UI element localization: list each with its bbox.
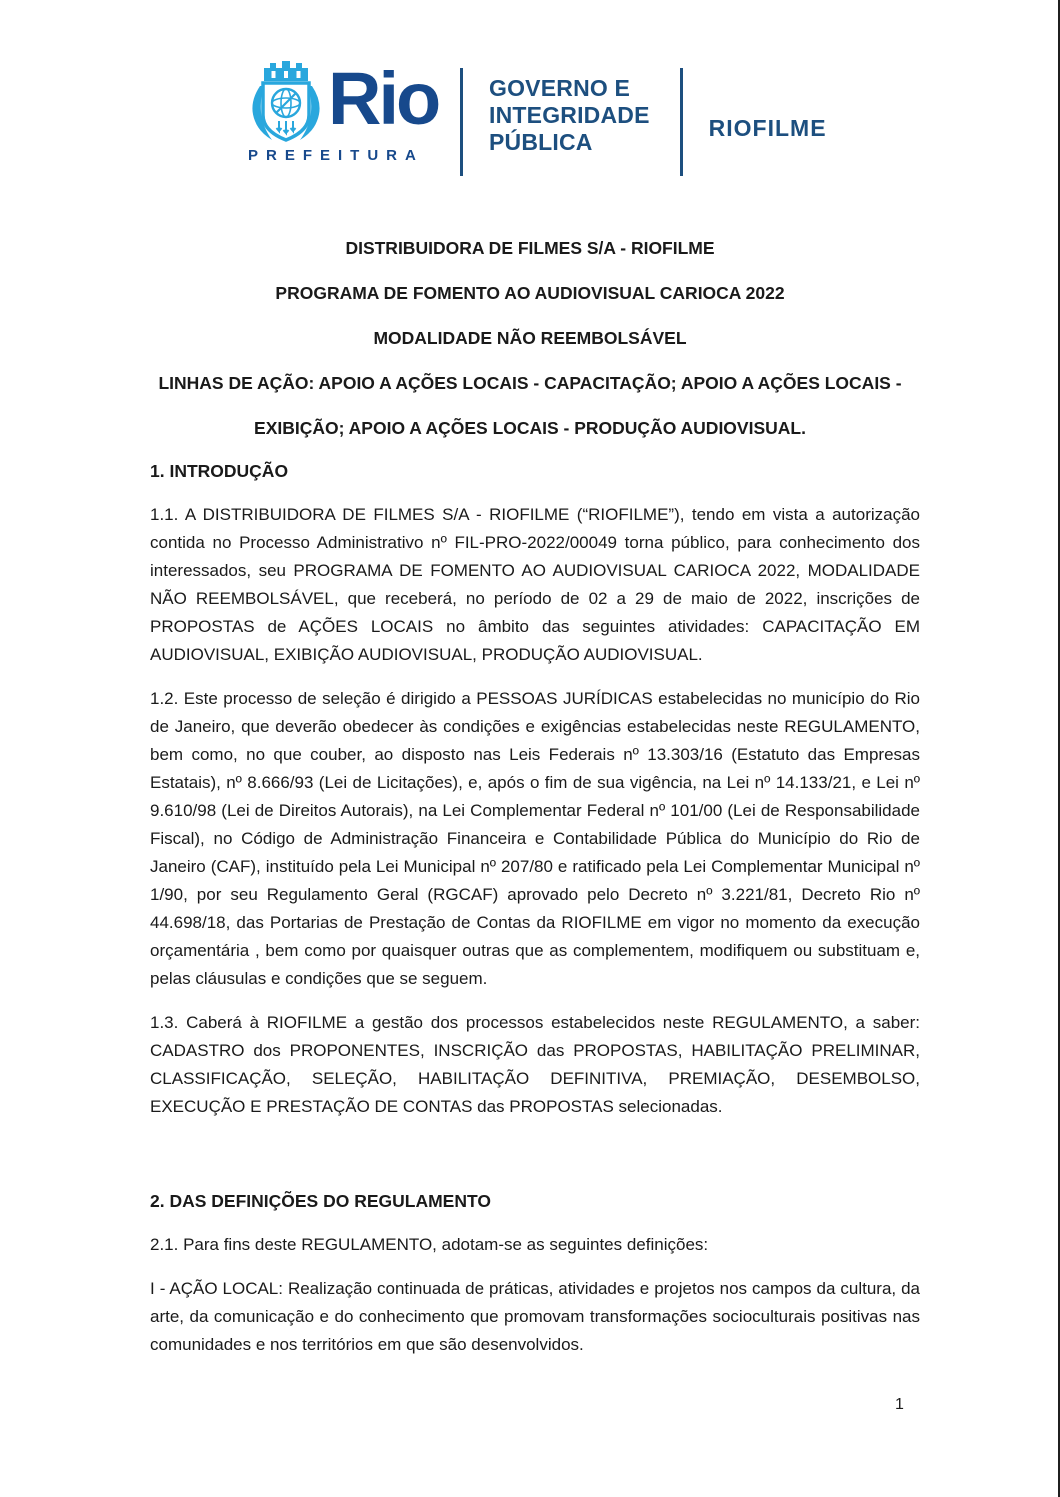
header-divider-2 (680, 68, 683, 176)
government-unit-line-2: INTEGRIDADE (489, 102, 650, 128)
page-number: 1 (895, 1396, 904, 1413)
paragraph-1-3: 1.3. Caberá à RIOFILME a gestão dos processos estabelecidos neste REGULAMENTO, a saber: CADASTRO dos PROPONENTES, INSCRIÇÃO das PROPOSTAS, HABILITAÇÃO PRELIMINAR, CLASSIFICAÇÃO, SELEÇÃO, HABILITAÇÃO DEFINITIVA, PREMIAÇÃO, DESEMBOLSO, EXECUÇÃO E PRESTAÇÃO DE CONTAS das PROPOSTAS selecionadas. (150, 1013, 920, 1116)
title-line-2: PROGRAMA DE FOMENTO AO AUDIOVISUAL CARIOCA 2022 (275, 283, 785, 303)
document-title (0, 226, 1060, 451)
riofilme-label: RIOFILME (708, 115, 827, 141)
header-divider-1 (460, 68, 463, 176)
prefeitura-label: PREFEITURA (248, 147, 424, 164)
title-line-5: EXIBIÇÃO; APOIO A AÇÕES LOCAIS - PRODUÇÃO AUDIOVISUAL. (254, 418, 806, 438)
government-unit-label (489, 75, 650, 156)
title-line-3: MODALIDADE NÃO REEMBOLSÁVEL (373, 328, 687, 348)
rio-coat-of-arms-icon (248, 60, 324, 144)
title-line-1: DISTRIBUIDORA DE FILMES S/A - RIOFILME (345, 238, 715, 258)
paragraph-2-1: 2.1. Para fins deste REGULAMENTO, adotam-se as seguintes definições: (150, 1235, 709, 1254)
government-unit-line-1: GOVERNO E (489, 75, 631, 101)
paragraph-1-2: 1.2. Este processo de seleção é dirigido a PESSOAS JURÍDICAS estabelecidas no município do Rio de Janeiro, que deverão obedecer às condições e exigências estabelecidas neste REGULAMENTO, bem como, no que couber, ao disposto nas Leis Federais nº 13.303/16 (Estatuto das Empresas Estatais), nº 8.666/93 (Lei de Licitações), e, após o fim de sua vigência, na Lei nº 14.133/21, e Lei nº 9.610/98 (Lei de Direitos Autorais), na Lei Complementar Federal nº 101/00 (Lei de Responsabilidade Fiscal), no Código de Administração Financeira e Contabilidade Pública do Município do Rio de Janeiro (CAF), instituído pela Lei Municipal nº 207/80 e ratificado pela Lei Complementar Municipal nº 1/90, por seu Regulamento Geral (RGCAF) aprovado pelo Decreto nº 3.221/81, Decreto Rio nº 44.698/18, das Portarias de Prestação de Contas da RIOFILME em vigor no momento da execução orçamentária , bem como por quaisquer outras que as complementem, modifiquem ou substituam e, pelas cláusulas e condições que se seguem. (150, 689, 920, 988)
letterhead (248, 57, 1060, 164)
document-body (150, 457, 920, 1359)
title-line-4: LINHAS DE AÇÃO: APOIO A AÇÕES LOCAIS - CAPACITAÇÃO; APOIO A AÇÕES LOCAIS - (158, 373, 902, 393)
definition-item-1: I - AÇÃO LOCAL: Realização continuada de práticas, atividades e projetos nos campos da cultura, da arte, da comunicação e do conhecimento que promovam transformações socioculturais positivas nas comunidades e nos territórios em que são desenvolvidos. (150, 1279, 920, 1354)
rio-prefeitura-logo (248, 57, 439, 164)
rio-wordmark: Rio (328, 57, 439, 140)
paragraph-1-1: 1.1. A DISTRIBUIDORA DE FILMES S/A - RIOFILME (“RIOFILME”), tendo em vista a autorização contida no Processo Administrativo nº FIL-PRO-2022/00049 torna público, para conhecimento dos interessados, seu PROGRAMA DE FOMENTO AO AUDIOVISUAL CARIOCA 2022, MODALIDADE NÃO REEMBOLSÁVEL, que receberá, no período de 02 a 29 de maio de 2022, inscrições de PROPOSTAS de AÇÕES LOCAIS no âmbito das seguintes atividades: CAPACITAÇÃO EM AUDIOVISUAL, EXIBIÇÃO AUDIOVISUAL, PRODUÇÃO AUDIOVISUAL. (150, 505, 920, 664)
section-1-heading: 1. INTRODUÇÃO (150, 461, 289, 481)
government-unit-line-3: PÚBLICA (489, 129, 593, 155)
section-2-heading: 2. DAS DEFINIÇÕES DO REGULAMENTO (150, 1191, 491, 1211)
